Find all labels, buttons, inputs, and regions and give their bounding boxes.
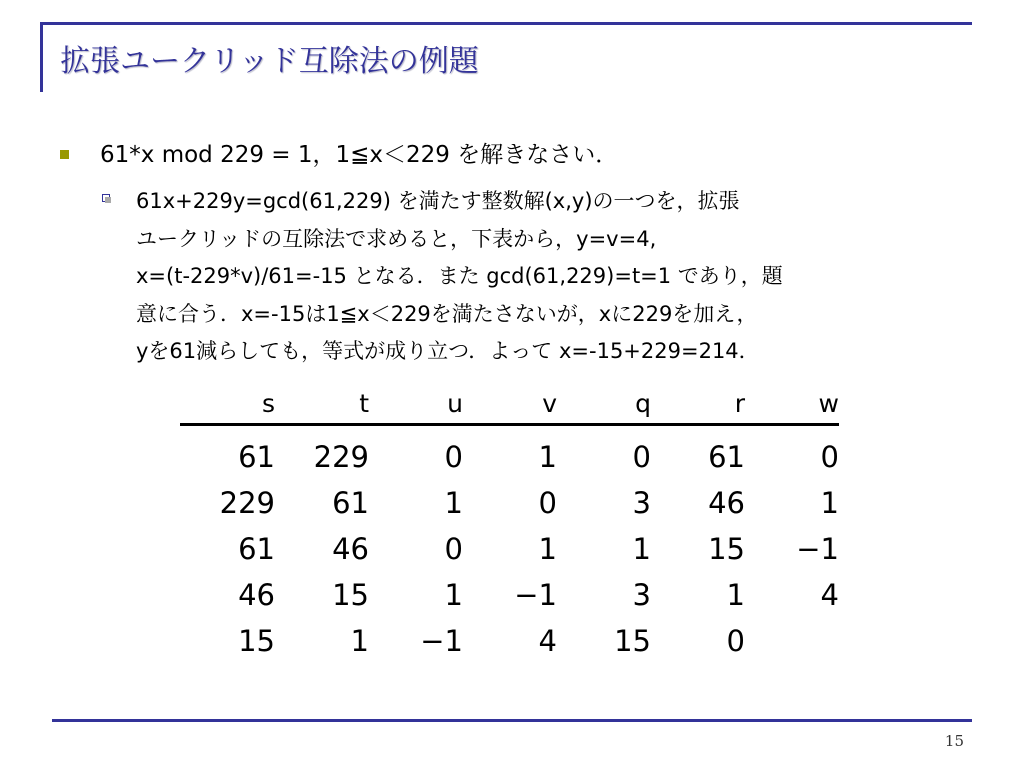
table-cell: 61	[708, 440, 745, 474]
table-cell: 46	[332, 532, 369, 566]
table-cell: 1	[444, 486, 463, 520]
table-cell: 1	[538, 440, 557, 474]
title-accent-bar	[40, 22, 43, 92]
table-cell: 0	[632, 440, 651, 474]
table-cell: 229	[313, 440, 369, 474]
table-cell: 61	[238, 532, 275, 566]
table-row	[180, 618, 839, 664]
table-cell: 4	[820, 578, 839, 612]
table-cell: 0	[538, 486, 557, 520]
table-cell: 46	[708, 486, 745, 520]
table-cell: 1	[632, 532, 651, 566]
square-bullet-icon	[60, 150, 69, 159]
table-cell: −1	[514, 578, 557, 612]
table-cell: 61	[332, 486, 369, 520]
table-cell: 1	[350, 624, 369, 658]
table-cell: 61	[238, 440, 275, 474]
paragraph-line: yを61減らしても，等式が成り立つ．よって x=-15+229=214．	[136, 339, 760, 363]
table-cell: 1	[538, 532, 557, 566]
table-cell: −1	[420, 624, 463, 658]
table-row	[180, 572, 839, 618]
header-w: w	[745, 383, 839, 425]
problem-statement: 61*x mod 229 = 1，1≦x＜229 を解きなさい．	[100, 142, 619, 168]
table-cell: 4	[538, 624, 557, 658]
table-cell: 46	[238, 578, 275, 612]
table-row	[180, 425, 839, 481]
table-cell: 1	[726, 578, 745, 612]
paragraph-line: 意に合う．x=-15は1≦x＜229を満たさないが，xに229を加え，	[136, 301, 758, 326]
table-cell: 0	[820, 440, 839, 474]
table-cell	[745, 618, 839, 664]
header-s: s	[180, 383, 275, 425]
table-cell: 15	[614, 624, 651, 658]
header-u: u	[369, 383, 463, 425]
paragraph-line: x=(t-229*v)/61=-15 となる．また gcd(61,229)=t=1 であり，題	[136, 264, 783, 288]
table-cell: 3	[632, 486, 651, 520]
solution-paragraph	[136, 183, 966, 371]
header-t: t	[275, 383, 369, 425]
table-row	[180, 480, 839, 526]
table-cell: 1	[444, 578, 463, 612]
hollow-square-bullet-icon	[102, 194, 110, 202]
title-rule	[40, 22, 972, 25]
paragraph-line: 61x+229y=gcd(61,229) を満たす整数解(x,y)の一つを，拡張	[136, 189, 740, 213]
euclid-table	[180, 383, 839, 664]
table-cell: −1	[796, 532, 839, 566]
header-r: r	[651, 383, 745, 425]
table-cell: 0	[444, 440, 463, 474]
table-cell: 229	[219, 486, 275, 520]
table-cell: 15	[332, 578, 369, 612]
footer-rule	[52, 719, 972, 722]
table-cell: 0	[444, 532, 463, 566]
header-q: q	[557, 383, 651, 425]
table-header-row	[180, 383, 839, 425]
table-row	[180, 526, 839, 572]
slide-title: 拡張ユークリッド互除法の例題	[60, 44, 479, 79]
table-cell: 15	[708, 532, 745, 566]
page-number: 15	[944, 732, 964, 750]
paragraph-line: ユークリッドの互除法で求めると，下表から，y=v=4,	[136, 226, 657, 251]
header-v: v	[463, 383, 557, 425]
table-cell: 3	[632, 578, 651, 612]
table-cell: 1	[820, 486, 839, 520]
table-cell: 15	[238, 624, 275, 658]
table-cell: 0	[726, 624, 745, 658]
